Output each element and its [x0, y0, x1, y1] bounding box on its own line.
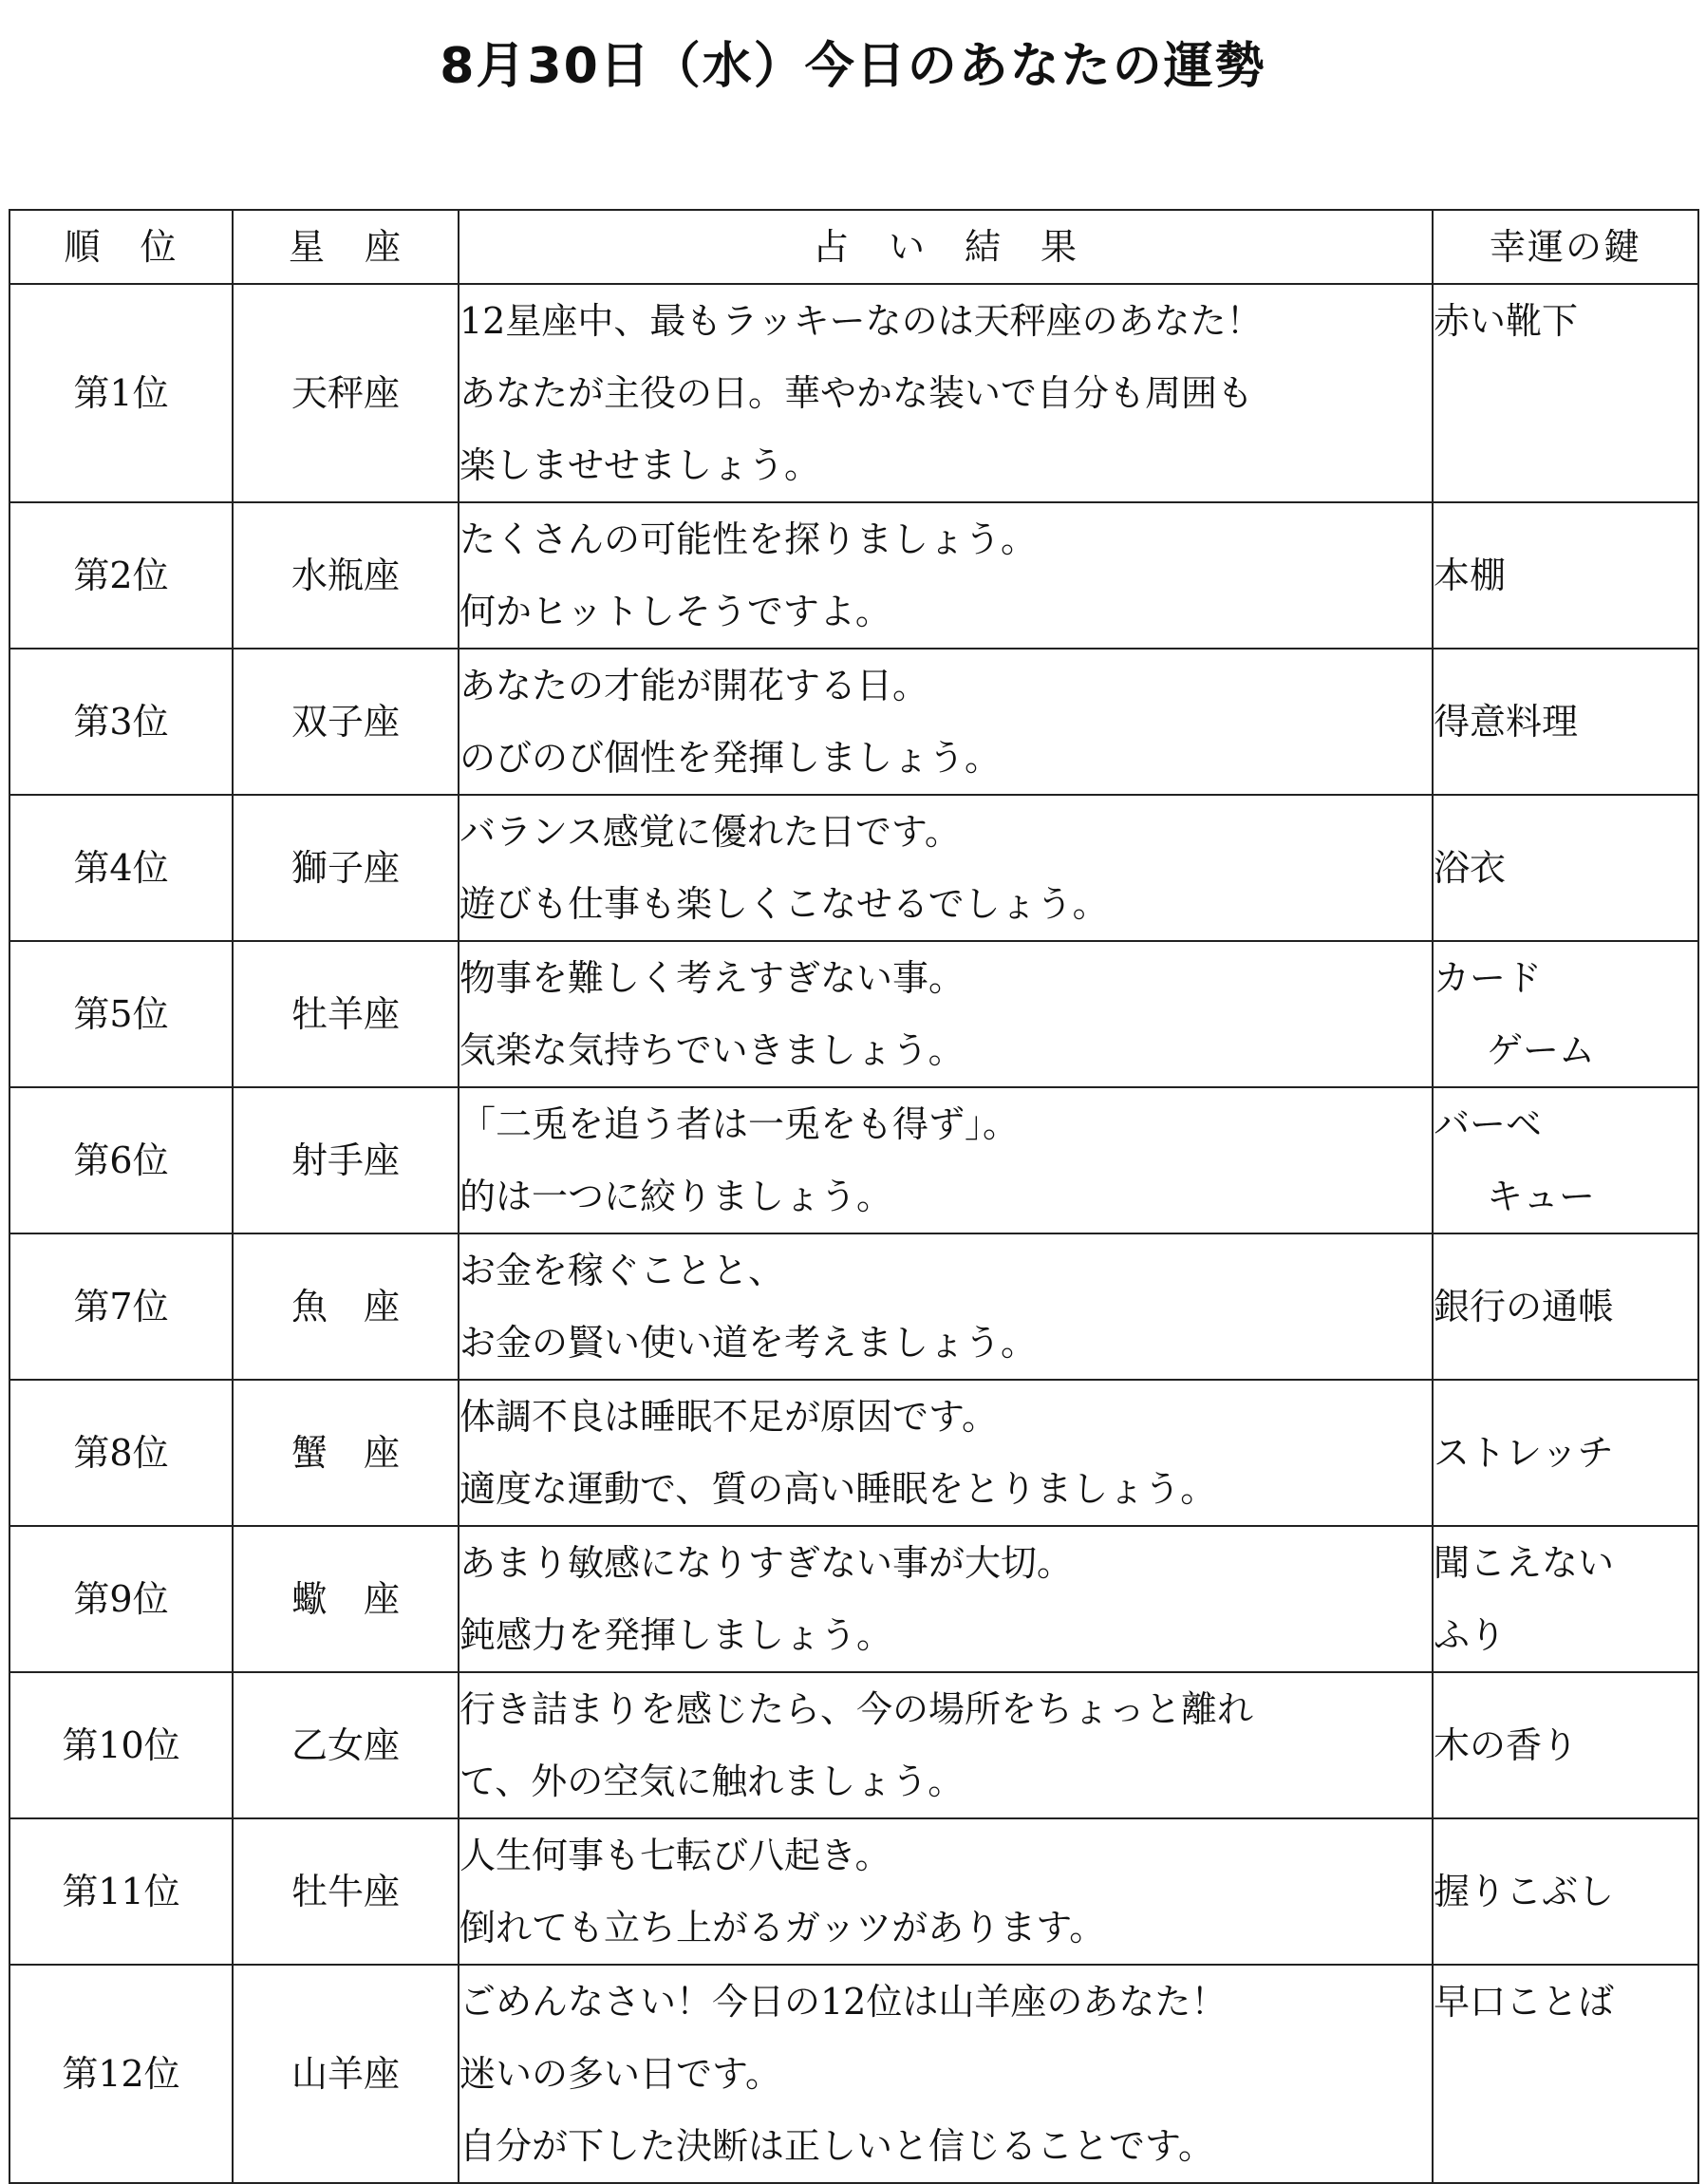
lucky-key-cell	[1433, 284, 1698, 502]
sign-cell: 牡牛座	[233, 1818, 459, 1965]
result-cell	[459, 1233, 1433, 1380]
result-cell	[459, 284, 1433, 502]
rank-cell: 第2位	[9, 502, 233, 649]
result-line: 何かヒットしそうですよ。	[459, 591, 891, 632]
result-line: 体調不良は睡眠不足が原因です。	[459, 1396, 998, 1438]
result-cell	[459, 1818, 1433, 1965]
result-cell	[459, 1965, 1433, 2183]
lucky-key-text: 握りこぶし	[1434, 1871, 1615, 1912]
result-cell	[459, 1380, 1433, 1526]
table-row	[9, 284, 1698, 502]
lucky-key-text: キュー	[1487, 1176, 1596, 1217]
table-header-row	[9, 210, 1698, 284]
column-header-sign: 星 座	[233, 210, 459, 284]
lucky-key-text: 銀行の通帳	[1434, 1286, 1615, 1327]
rank-cell: 第10位	[9, 1672, 233, 1818]
lucky-key-text: ふり	[1434, 1614, 1507, 1656]
rank-cell: 第5位	[9, 941, 233, 1087]
result-line: たくさんの可能性を探りましょう。	[459, 518, 1038, 560]
column-header-lucky-key: 幸運の鍵	[1433, 210, 1698, 284]
lucky-key-text: カード	[1434, 957, 1543, 999]
result-line: て、外の空気に触れましょう。	[459, 1760, 965, 1802]
result-line: 迷いの多い日です。	[459, 2053, 781, 2095]
sign-cell: 水瓶座	[233, 502, 459, 649]
table-row	[9, 1380, 1698, 1526]
result-line: バランス感覚に優れた日です。	[459, 811, 961, 853]
result-line: 12星座中、最もラッキーなのは天秤座のあなた！	[459, 300, 1263, 342]
column-header-rank: 順 位	[9, 210, 233, 284]
sign-cell: 山羊座	[233, 1965, 459, 2183]
rank-cell: 第9位	[9, 1526, 233, 1672]
column-header-result: 占 い 結 果	[459, 210, 1433, 284]
lucky-key-cell	[1433, 1672, 1698, 1818]
sign-cell: 獅子座	[233, 795, 459, 941]
lucky-key-text: ストレッチ	[1434, 1432, 1614, 1474]
result-cell	[459, 1672, 1433, 1818]
lucky-key-text: ゲーム	[1487, 1029, 1596, 1071]
lucky-key-cell	[1433, 502, 1698, 649]
lucky-key-cell	[1433, 1087, 1698, 1233]
result-line: 倒れても立ち上がるガッツがあります。	[459, 1907, 1106, 1949]
table-row	[9, 1233, 1698, 1380]
sign-cell: 魚 座	[233, 1233, 459, 1380]
lucky-key-text: バーベ	[1434, 1103, 1543, 1145]
sign-cell: 蟹 座	[233, 1380, 459, 1526]
lucky-key-cell	[1433, 649, 1698, 795]
result-line: 自分が下した決断は正しいと信じることです。	[459, 2125, 1214, 2167]
result-line: 適度な運動で、質の高い睡眠をとりましょう。	[459, 1468, 1217, 1510]
lucky-key-cell	[1433, 941, 1698, 1087]
page-title: 8月30日（水）今日のあなたの運勢	[440, 38, 1266, 95]
result-line: あなたが主役の日。華やかな装いで自分も周囲も	[459, 372, 1254, 414]
lucky-key-cell	[1433, 1380, 1698, 1526]
result-line: 物事を難しく考えすぎない事。	[459, 957, 965, 999]
result-line: お金の賢い使い道を考えましょう。	[459, 1322, 1038, 1364]
result-line: 気楽な気持ちでいきましょう。	[459, 1029, 965, 1071]
lucky-key-cell	[1433, 1818, 1698, 1965]
lucky-key-cell	[1433, 1965, 1698, 2183]
result-line: 鈍感力を発揮しましょう。	[459, 1614, 893, 1656]
lucky-key-cell	[1433, 795, 1698, 941]
lucky-key-text: 得意料理	[1434, 701, 1579, 743]
table-row	[9, 649, 1698, 795]
rank-cell: 第3位	[9, 649, 233, 795]
result-cell	[459, 795, 1433, 941]
result-line: 行き詰まりを感じたら、今の場所をちょっと離れ	[459, 1688, 1254, 1730]
result-cell	[459, 649, 1433, 795]
result-cell	[459, 1087, 1433, 1233]
rank-cell: 第6位	[9, 1087, 233, 1233]
rank-cell: 第4位	[9, 795, 233, 941]
sign-cell: 射手座	[233, 1087, 459, 1233]
table-row	[9, 1087, 1698, 1233]
lucky-key-text: 赤い靴下	[1434, 300, 1579, 342]
table-row	[9, 1818, 1698, 1965]
result-cell	[459, 1526, 1433, 1672]
sign-cell: 牡羊座	[233, 941, 459, 1087]
lucky-key-text: 浴衣	[1434, 847, 1507, 889]
table-row	[9, 795, 1698, 941]
lucky-key-cell	[1433, 1233, 1698, 1380]
table-row	[9, 1526, 1698, 1672]
result-line: 的は一つに絞りましょう。	[459, 1176, 893, 1217]
result-line: ごめんなさい！今日の12位は山羊座のあなた！	[459, 1981, 1228, 2023]
result-line: 人生何事も七転び八起き。	[459, 1835, 891, 1876]
lucky-key-text: 聞こえない	[1434, 1542, 1615, 1584]
result-line: あなたの才能が開花する日。	[459, 665, 929, 706]
result-cell	[459, 941, 1433, 1087]
lucky-key-cell	[1433, 1526, 1698, 1672]
table-row	[9, 1965, 1698, 2183]
result-line: あまり敏感になりすぎない事が大切。	[459, 1542, 1074, 1584]
result-line: 遊びも仕事も楽しくこなせるでしょう。	[459, 883, 1109, 925]
sign-cell: 双子座	[233, 649, 459, 795]
rank-cell: 第12位	[9, 1965, 233, 2183]
sign-cell: 乙女座	[233, 1672, 459, 1818]
lucky-key-text: 本棚	[1434, 555, 1507, 596]
result-line: お金を稼ぐことと、	[459, 1250, 785, 1291]
rank-cell: 第7位	[9, 1233, 233, 1380]
result-line: 「二兎を追う者は一兎をも得ず」。	[459, 1103, 1020, 1145]
sign-cell: 蠍 座	[233, 1526, 459, 1672]
result-line: 楽しませせましょう。	[459, 444, 821, 486]
table-row	[9, 502, 1698, 649]
table-row	[9, 941, 1698, 1087]
rank-cell: 第1位	[9, 284, 233, 502]
result-cell	[459, 502, 1433, 649]
result-line: のびのび個性を発揮しましょう。	[459, 737, 1002, 779]
rank-cell: 第11位	[9, 1818, 233, 1965]
lucky-key-text: 早口ことば	[1434, 1981, 1615, 2023]
table-row	[9, 1672, 1698, 1818]
sign-cell: 天秤座	[233, 284, 459, 502]
fortune-table	[9, 209, 1699, 2184]
lucky-key-text: 木の香り	[1434, 1724, 1579, 1766]
rank-cell: 第8位	[9, 1380, 233, 1526]
